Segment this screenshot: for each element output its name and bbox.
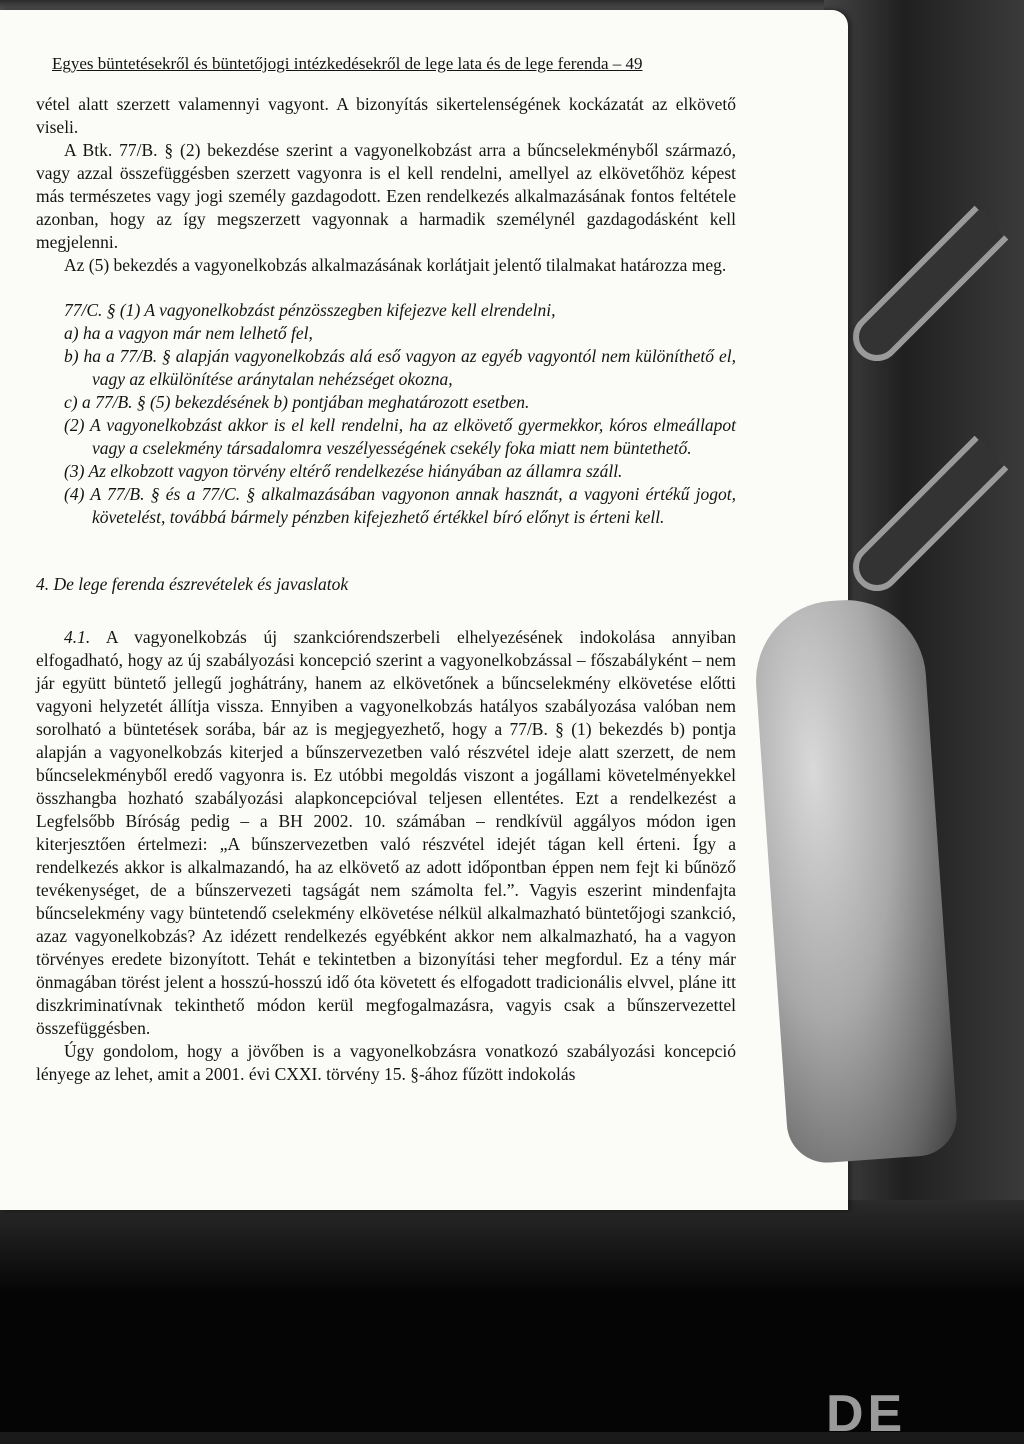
paragraph: Úgy gondolom, hogy a jövőben is a vagyonelkobzásra vonatkozó szabályozási koncepció lényege az lehet, amit a 2001. évi CXXI. törvény 15. §-ához fűzött indokolás: [36, 1041, 736, 1084]
quote-item-a: a) ha a vagyon már nem lelhető fel,: [64, 323, 313, 343]
quote-item-b: b) ha a 77/B. § alapján vagyonelkobzás alá eső vagyon az egyéb vagyontól nem különíthető el, vagy az elkülönítése aránytalan nehézséget okozna,: [64, 346, 736, 389]
section-body: A vagyonelkobzás új szankciórendszerbeli elhelyezésének indokolása annyiban elfogadható, hogy az új szabályozási koncepció szerint a vagyonelkobzással – főszabályként – nem jár együtt büntető jellegű joghátrány, hanem az elkövetőnek a bűncselekmény elkövetése előtti vagyoni helyzetét állítja vissza. Ennyiben a vagyonelkobzás hatályos szabályozása valóban nem sorolható a büntetések sorába, bár az is megjegyezhető, hogy a 77/B. § (1) bekezdés b) pontja alapján a vagyonelkobzás kiterjed a bűnszervezetben való részvétel ideje alatt szerzett, de nem bűncselekményből eredő vagyonra is. Ez utóbbi megoldás viszont a jogállami követelményekkel összhangba hozható szabályozási alapkoncepcióval teljesen ellentétes. Ezt a rendelkezést a Legfelsőbb Bíróság pedig – a BH 2002. 10. számában – rendkívül aggályos módon igen kiterjesztően értelmezi: „A bűnszervezetben való részvétel idejét tágan kell érteni. Így a rendelkezés akkor is alkalmazandó, ha az elkövető az adott időpontban éppen nem fejt ki bűnöző tevékenységet, de a bűnszervezeti tagságát nem számolta fel.”. Vagyis eszerint mindenfajta bűncselekmény vagy büntetendő cselekmény elkövetése nélkül alkalmazható büntetőjogi szankció, azaz vagyonelkobzás? Az idézett rendelkezés egyébként akkor nem alkalmazható, ha a vagyon törvényes eredete bizonyított. Tehát e tekintetben a bizonyítási teher megfordul. Ez a tény már önmagában törést jelent a hosszú-hosszú idő óta követett és elfogadott tradicionális elvvel, pláne itt diszkriminatívnak tekinthető módon kerül megfogalmazásra, vagyis csak a bűnszervezettel összefüggésben.: [36, 627, 736, 1038]
statute-quote: [36, 299, 736, 529]
paragraph: A Btk. 77/B. § (2) bekezdése szerint a vagyonelkobzást arra a bűncselekményből származó, vagy azzal összefüggésben szerzett vagyonra is el kell rendelni, amellyel az elkövetőhöz képest más természetes vagy jogi személy gazdagodott. Ezen rendelkezés alkalmazásának fontos feltétele azonban, hogy az így megszerzett vagyonnak a harmadik személynél gazdagodásként kell megjelenni.: [36, 140, 736, 252]
section-number: 4.1.: [64, 627, 91, 647]
running-head: Egyes büntetésekről és büntetőjogi intézkedésekről de lege lata és de lege ferenda – 49: [52, 54, 643, 73]
paragraph: Az (5) bekezdés a vagyonelkobzás alkalmazásának korlátjait jelentő tilalmakat határozza meg.: [64, 255, 727, 275]
paragraph: vétel alatt szerzett valamennyi vagyont. A bizonyítás sikertelenségének kockázatát az elkövető viseli.: [36, 94, 736, 137]
quote-item-c: c) a 77/B. § (5) bekezdésének b) pontjában meghatározott esetben.: [64, 392, 530, 412]
quote-item-4: (4) A 77/B. § és a 77/C. § alkalmazásában vagyonon annak hasznát, a vagyoni értékű jogot, követelést, továbbá bármely pénzben kifejezhető értékkel bíró előnyt is érteni kell.: [64, 484, 736, 527]
quote-item-2: (2) A vagyonelkobzást akkor is el kell rendelni, ha az elkövető gyermekkor, kóros elmeállapot vagy a cselekmény társadalomra veszélyességének csekély foka miatt nem büntethető.: [64, 415, 736, 458]
section-heading: 4. De lege ferenda észrevételek és javaslatok: [36, 574, 349, 594]
page-text: [36, 52, 736, 1086]
quote-intro: 77/C. § (1) A vagyonelkobzást pénzösszegben kifejezve kell elrendelni,: [64, 300, 556, 320]
photo-lettering: DE: [826, 1385, 907, 1443]
quote-item-3: (3) Az elkobzott vagyon törvény eltérő rendelkezése hiányában az államra száll.: [64, 461, 623, 481]
section-paragraph: [36, 626, 736, 1040]
